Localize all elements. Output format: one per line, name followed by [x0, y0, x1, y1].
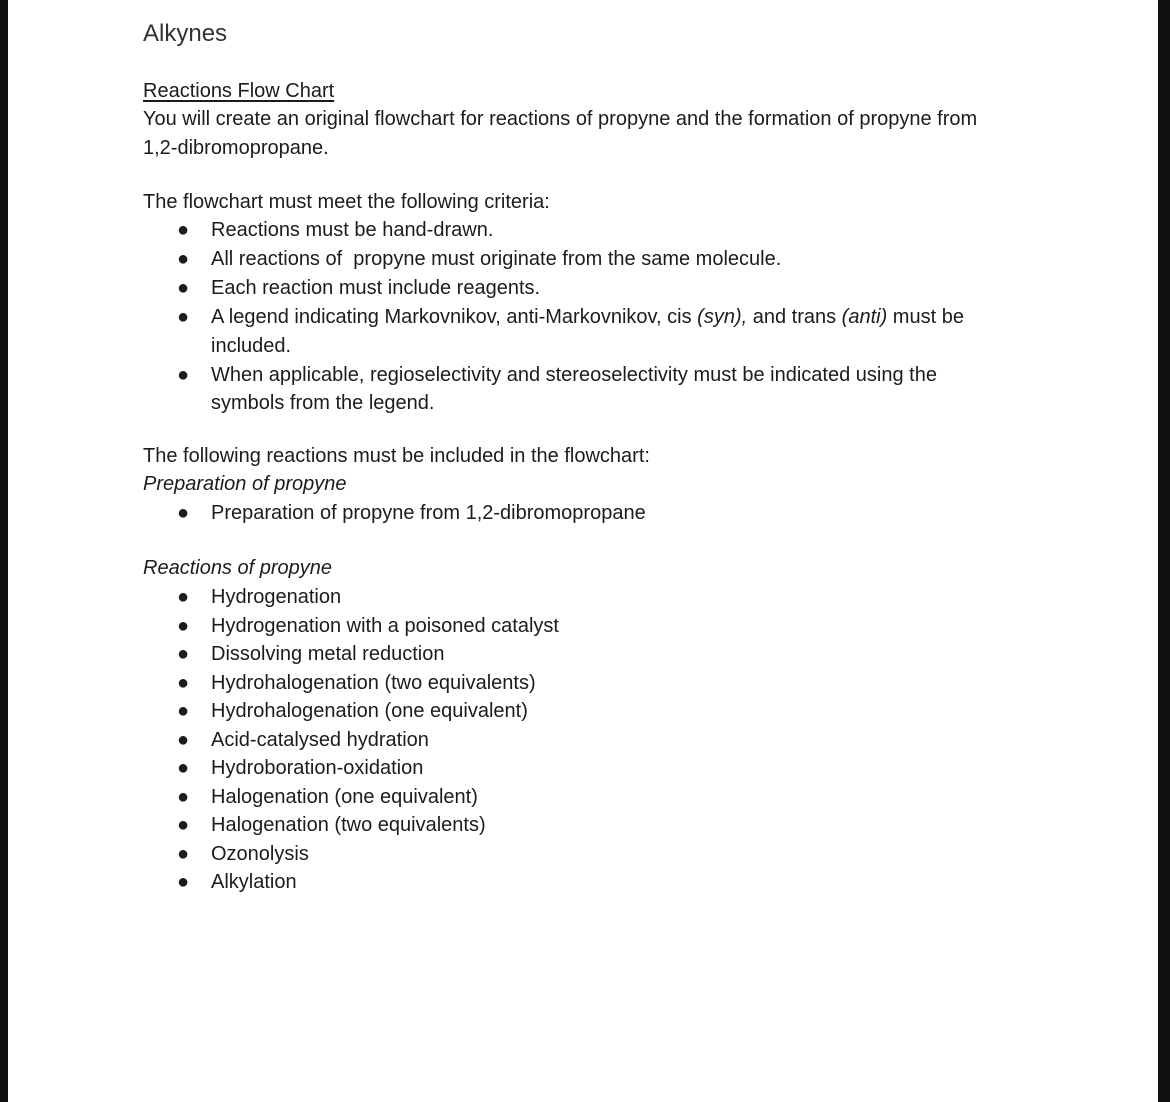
list-item	[143, 499, 1023, 528]
preparation-list	[143, 499, 1023, 528]
reaction-item-text: Alkylation	[211, 871, 297, 893]
reaction-item-text: Halogenation (two equivalents)	[211, 814, 486, 836]
list-item	[143, 583, 1023, 612]
criteria-list	[143, 216, 1023, 418]
reactions-heading: Reactions of propyne	[143, 557, 333, 579]
criteria-text: A legend indicating Markovnikov, anti-Markovnikov, cis	[211, 306, 698, 328]
bullet-icon: ●	[177, 871, 190, 893]
bullet-icon: ●	[177, 700, 190, 722]
criteria-text-italic: (syn),	[697, 306, 748, 328]
bullet-icon: ●	[177, 814, 190, 836]
list-item	[143, 697, 1023, 726]
list-item	[143, 274, 1023, 303]
reactions-list	[143, 583, 1023, 897]
reaction-item-text: Ozonolysis	[211, 842, 309, 865]
criteria-text: Each reaction must include reagents.	[211, 277, 541, 299]
criteria-text-italic: (anti)	[841, 306, 888, 328]
list-item	[143, 669, 1023, 698]
document-title: Alkynes	[143, 20, 228, 47]
criteria-text: Reactions must be hand-drawn.	[211, 219, 494, 241]
bullet-icon: ●	[177, 842, 190, 865]
preparation-heading: Preparation of propyne	[143, 473, 347, 495]
intro-paragraph: You will create an original flowchart for reactions of propyne and the formation of propyne from 1,2-dibromopropane.	[143, 108, 978, 159]
bullet-icon: ●	[177, 728, 190, 751]
list-item	[143, 811, 1023, 840]
reaction-item-text: Acid-catalysed hydration	[211, 728, 429, 751]
reaction-item-text: Hydrohalogenation (one equivalent)	[211, 700, 528, 722]
list-item	[143, 783, 1023, 812]
bullet-icon: ●	[177, 363, 190, 386]
list-item	[143, 216, 1023, 245]
criteria-text: All reactions of propyne must originate from the same molecule.	[211, 248, 782, 270]
bullet-icon: ●	[177, 502, 190, 524]
list-item	[143, 840, 1023, 869]
reaction-item-text: Halogenation (one equivalent)	[211, 785, 478, 808]
list-item	[143, 868, 1023, 897]
bullet-icon: ●	[177, 757, 190, 779]
bullet-icon: ●	[177, 643, 190, 665]
bullet-icon: ●	[177, 614, 190, 637]
list-item	[143, 726, 1023, 755]
bullet-icon: ●	[177, 219, 190, 241]
criteria-intro: The flowchart must meet the following criteria:	[143, 191, 550, 213]
list-item	[143, 303, 1023, 360]
bullet-icon: ●	[177, 586, 190, 608]
reaction-item-text: Dissolving metal reduction	[211, 643, 445, 665]
criteria-text: When applicable, regioselectivity and stereoselectivity must be indicated using the symbols from the legend.	[211, 363, 937, 414]
reaction-item-text: Hydrogenation with a poisoned catalyst	[211, 614, 559, 637]
criteria-text: and trans	[747, 306, 842, 328]
bullet-icon: ●	[177, 277, 190, 299]
section-heading: Reactions Flow Chart	[143, 80, 335, 102]
bullet-icon: ●	[177, 671, 190, 694]
list-item	[143, 245, 1023, 274]
list-item	[143, 361, 1023, 418]
criteria-text: must be included.	[211, 306, 964, 357]
list-item	[143, 612, 1023, 641]
bullet-icon: ●	[177, 248, 190, 270]
reaction-item-text: Hydrogenation	[211, 586, 342, 608]
document-page	[8, 0, 1158, 1102]
list-item	[143, 640, 1023, 669]
reaction-item-text: Hydrohalogenation (two equivalents)	[211, 671, 536, 694]
preparation-item-text: Preparation of propyne from 1,2-dibromopropane	[211, 502, 646, 524]
bullet-icon: ●	[177, 785, 190, 808]
list-item	[143, 754, 1023, 783]
reaction-item-text: Hydroboration-oxidation	[211, 757, 424, 779]
reactions-intro: The following reactions must be included in the flowchart:	[143, 445, 650, 467]
bullet-icon: ●	[177, 306, 190, 328]
